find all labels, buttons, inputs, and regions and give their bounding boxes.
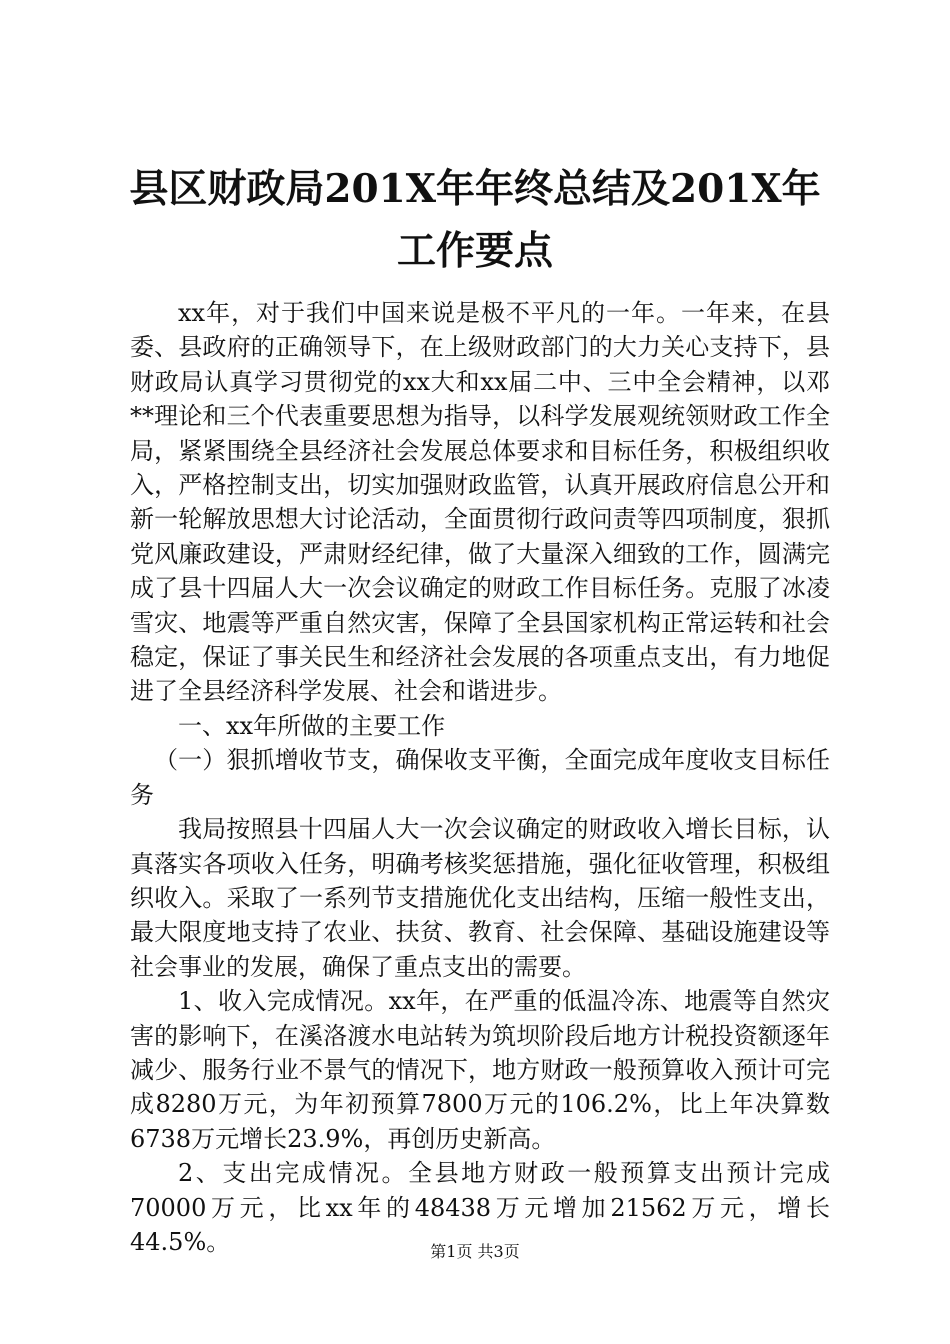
expenditure-paragraph: 2、支出完成情况。全县地方财政一般预算支出预计完成70000万元，比xx年的48438万元增加21562万元，增长44.5%。	[130, 1159, 830, 1256]
body-paragraph: 我局按照县十四届人大一次会议确定的财政收入增长目标，认真落实各项收入任务，明确考核奖惩措施，强化征收管理，积极组织收入。采取了一系列节支措施优化支出结构，压缩一般性支出，最大限度地支持了农业、扶贫、教育、社会保障、基础设施建设等社会事业的发展，确保了重点支出的需要。	[130, 815, 830, 981]
intro-paragraph: xx年，对于我们中国来说是极不平凡的一年。一年来，在县委、县政府的正确领导下，在上级财政部门的大力关心支持下，县财政局认真学习贯彻党的xx大和xx届二中、三中全会精神，以邓**理论和三个代表重要思想为指导，以科学发展观统领财政工作全局，紧紧围绕全县经济社会发展总体要求和目标任务，积极组织收入，严格控制支出，切实加强财政监管，认真开展政府信息公开和新一轮解放思想大讨论活动，全面贯彻行政问责等四项制度，狠抓党风廉政建设，严肃财经纪律，做了大量深入细致的工作，圆满完成了县十四届人大一次会议确定的财政工作目标任务。克服了冰凌雪灾、地震等严重自然灾害，保障了全县国家机构正常运转和社会稳定，保证了事关民生和经济社会发展的各项重点支出，有力地促进了全县经济科学发展、社会和谐进步。	[130, 299, 830, 706]
page-number: 第1页 共3页	[430, 1242, 520, 1261]
document-title: 县区财政局201X年年终总结及201X年工作要点	[129, 166, 821, 274]
revenue-paragraph: 1、收入完成情况。xx年，在严重的低温冷冻、地震等自然灾害的影响下，在溪洛渡水电站转为筑坝阶段后地方计税投资额逐年减少、服务行业不景气的情况下，地方财政一般预算收入预计可完成8280万元，为年初预算7800万元的106.2%，比上年决算数6738万元增长23.9%，再创历史新高。	[130, 987, 830, 1153]
section-heading: 一、xx年所做的主要工作	[178, 711, 446, 740]
document-body	[130, 296, 830, 1259]
subsection-heading: （一）狠抓增收节支，确保收支平衡，全面完成年度收支目标任务	[130, 746, 830, 809]
